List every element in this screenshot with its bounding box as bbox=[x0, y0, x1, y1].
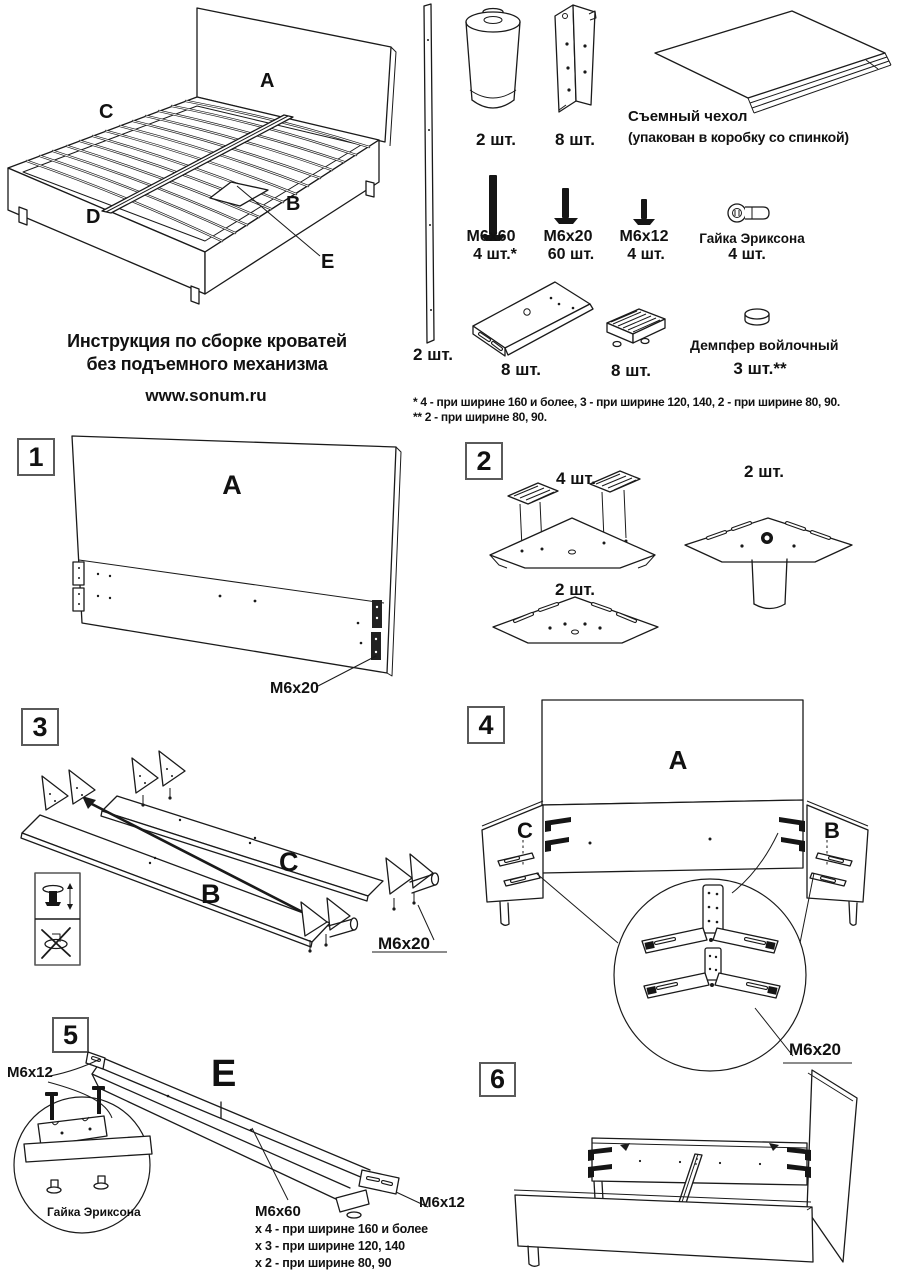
step3-label-c: C bbox=[279, 847, 299, 877]
step4-label-b: B bbox=[824, 818, 840, 843]
step5-screw-left-label: M6x12 bbox=[7, 1064, 53, 1081]
step6-final-assembly-illustration bbox=[480, 1053, 900, 1280]
screw-m6x12-qty: 4 шт. bbox=[627, 246, 665, 263]
step5-nut-label: Гайка Эриксона bbox=[47, 1205, 141, 1219]
screw-m6x20-qty: 60 шт. bbox=[547, 246, 595, 263]
step2-number-box: 2 bbox=[465, 442, 503, 480]
step2-qty-legs: 2 шт. bbox=[744, 462, 784, 481]
cover-title: Съемный чехол bbox=[628, 108, 748, 125]
erikson-nut-icon bbox=[725, 200, 775, 226]
step3-label-b: B bbox=[201, 879, 221, 909]
cover-note: (упакован в коробку со спинкой) bbox=[628, 129, 849, 145]
page-title-line2: без подъемного механизма bbox=[86, 354, 328, 374]
footnote-line1: * 4 - при ширине 160 и более, 3 - при ширине 120, 140, 2 - при ширине 80, 90. bbox=[413, 395, 840, 409]
screw-m6x60-qty: 4 шт.* bbox=[473, 246, 517, 263]
screw-m6x20-icon bbox=[551, 186, 581, 232]
step6-number-box: 6 bbox=[479, 1062, 516, 1097]
step3-number-box: 3 bbox=[21, 708, 59, 746]
angle-bracket-part-icon bbox=[545, 2, 603, 117]
step2-qty-plates: 2 шт. bbox=[555, 580, 595, 599]
step4-label-c: C bbox=[517, 818, 533, 843]
step1-headboard-illustration bbox=[58, 428, 410, 686]
overview-label-b: B bbox=[286, 193, 301, 215]
step5-m6x60-note1: x 4 - при ширине 160 и более bbox=[255, 1222, 428, 1236]
step5-screw-right-label: M6x12 bbox=[419, 1194, 465, 1211]
step1-screw-label: M6x20 bbox=[270, 680, 319, 697]
overview-label-e: E bbox=[321, 251, 335, 273]
leg-part-icon bbox=[462, 2, 524, 120]
step5-m6x60-note2: x 3 - при ширине 120, 140 bbox=[255, 1239, 405, 1253]
website-link[interactable]: www.sonum.ru bbox=[145, 386, 267, 405]
erikson-nut-qty: 4 шт. bbox=[728, 246, 766, 263]
step5-number-box: 5 bbox=[52, 1017, 89, 1053]
overview-label-a: A bbox=[260, 70, 275, 92]
step5-label-e: E bbox=[211, 1053, 237, 1095]
corner-plate-qty: 8 шт. bbox=[501, 360, 541, 379]
center-rail-qty: 2 шт. bbox=[413, 345, 453, 364]
overview-label-c: C bbox=[99, 101, 114, 123]
leg-qty: 2 шт. bbox=[476, 130, 516, 149]
slat-holder-part-icon bbox=[597, 303, 675, 355]
corner-plate-part-icon bbox=[455, 276, 605, 362]
slat-holder-qty: 8 шт. bbox=[611, 361, 651, 380]
felt-damper-icon bbox=[737, 304, 777, 330]
step2-corner-plates-illustration bbox=[460, 438, 900, 683]
step5-m6x60-note3: x 2 - при ширине 80, 90 bbox=[255, 1256, 392, 1270]
damper-qty: 3 шт.** bbox=[733, 359, 787, 378]
screw-m6x20-name: M6x20 bbox=[543, 228, 593, 245]
footnote-line2: ** 2 - при ширине 80, 90. bbox=[413, 410, 547, 424]
step1-number-box: 1 bbox=[17, 438, 55, 476]
erikson-nut-name: Гайка Эриксона bbox=[699, 231, 805, 246]
overview-label-d: D bbox=[86, 206, 101, 228]
page-title-line1: Инструкция по сборке кроватей bbox=[67, 331, 347, 351]
step1-label-a: A bbox=[222, 470, 242, 500]
center-rail-part-icon bbox=[408, 0, 456, 348]
step3-screw-label: M6x20 bbox=[378, 934, 430, 953]
step4-screw-label: M6x20 bbox=[789, 1040, 841, 1059]
step5-m6x60-title: M6x60 bbox=[255, 1203, 301, 1220]
step4-number-box: 4 bbox=[467, 706, 505, 744]
bed-overview-illustration bbox=[0, 0, 420, 330]
screw-m6x12-name: M6x12 bbox=[619, 228, 669, 245]
step2-qty-holders: 4 шт. bbox=[556, 469, 596, 488]
damper-name: Демпфер войлочный bbox=[690, 337, 839, 353]
screw-m6x60-name: M6x60 bbox=[466, 228, 516, 245]
step4-label-a: A bbox=[668, 745, 688, 775]
angle-bracket-qty: 8 шт. bbox=[555, 130, 595, 149]
